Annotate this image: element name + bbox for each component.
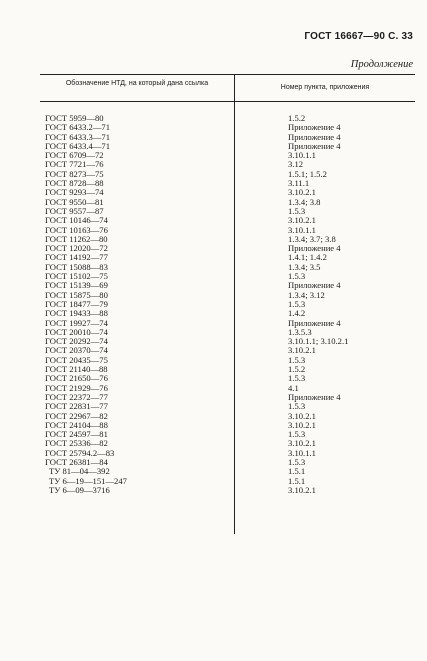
reference-cell: ГОСТ 7721—76 [45,159,104,170]
reference-cell: ГОСТ 8273—75 [45,168,104,179]
item-cell: 3.10.1.1; 3.10.2.1 [288,336,349,347]
reference-cell: ГОСТ 8728—88 [45,178,104,189]
item-cell: Приложение 4 [288,243,341,254]
item-cell: Приложение 4 [288,280,341,291]
item-cell: 1.4.1; 1.4.2 [288,252,327,263]
reference-cell: ГОСТ 22831—77 [45,401,108,412]
item-cell: 1.5.1; 1.5.2 [288,168,327,179]
item-cell: 1.5.3 [288,354,306,365]
item-cell: 1.5.3 [288,205,306,216]
reference-cell: ГОСТ 26381—84 [45,456,108,467]
reference-cell: ГОСТ 10163—76 [45,224,108,235]
item-cell: Приложение 4 [288,391,341,402]
reference-cell: ГОСТ 25336—82 [45,438,108,449]
reference-cell: ТУ 81—04—392 [49,466,110,477]
item-cell: 1.3.4; 3.12 [288,289,325,300]
reference-cell: ГОСТ 21140—88 [45,364,108,375]
reference-cell: ГОСТ 21650—76 [45,373,108,384]
reference-cell: ГОСТ 20370—74 [45,345,108,356]
item-cell: 1.3.4; 3.8 [288,196,321,207]
item-cell: 1.5.1 [288,466,306,477]
reference-cell: ГОСТ 21929—76 [45,382,108,393]
reference-cell: ТУ 6—09—3716 [49,484,110,495]
column-header-reference: Обозначение НТД, на который дана ссылка [65,80,209,87]
item-cell: 3.10.2.1 [288,410,316,421]
item-cell: 1.3.4; 3.7; 3.8 [288,233,336,244]
item-cell: 3.10.1.1 [288,150,316,161]
item-cell: 1.3.4; 3.5 [288,261,321,272]
reference-cell: ГОСТ 9557—87 [45,205,104,216]
reference-cell: ГОСТ 18477—79 [45,298,108,309]
reference-cell: ГОСТ 15875—80 [45,289,108,300]
reference-cell: ГОСТ 9550—81 [45,196,104,207]
page-header: ГОСТ 16667—90 С. 33 [304,31,413,42]
item-cell: 3.10.2.1 [288,438,316,449]
column-header-item: Номер пункта, приложения [280,84,370,91]
reference-cell: ГОСТ 20292—74 [45,336,108,347]
table-top-rule [40,74,415,75]
item-cell: Приложение 4 [288,122,341,133]
reference-cell: ГОСТ 6709—72 [45,150,104,161]
item-cell: 1.5.1 [288,475,306,486]
reference-cell: ГОСТ 14192—77 [45,252,108,263]
item-cell: Приложение 4 [288,317,341,328]
reference-table-body [0,114,427,495]
item-cell: 1.3.5.3 [288,326,312,337]
item-cell: 1.5.2 [288,364,306,375]
reference-cell: ТУ 6—19—151—247 [49,475,127,486]
reference-cell: ГОСТ 15102—75 [45,271,108,282]
item-cell: 3.10.1.1 [288,224,316,235]
reference-cell: ГОСТ 5959—80 [45,113,104,123]
item-cell: 1.5.3 [288,271,306,282]
continuation-label: Продолжение [350,59,413,70]
item-cell: Приложение 4 [288,140,341,151]
item-cell: 3.10.2.1 [288,419,316,430]
item-cell: 1.5.3 [288,298,306,309]
reference-cell: ГОСТ 9293—74 [45,187,104,198]
item-cell: Приложение 4 [288,131,341,142]
reference-cell: ГОСТ 24597—81 [45,429,108,440]
reference-cell: ГОСТ 10146—74 [45,215,108,226]
reference-cell: ГОСТ 24104—88 [45,419,108,430]
reference-cell: ГОСТ 15088—83 [45,261,108,272]
item-cell: 3.12 [288,159,304,170]
reference-cell: ГОСТ 20010—74 [45,326,108,337]
item-cell: 1.5.2 [288,113,306,123]
reference-cell: ГОСТ 22372—77 [45,391,108,402]
item-cell: 1.5.3 [288,401,306,412]
table-row [0,486,427,495]
reference-cell: ГОСТ 19433—88 [45,308,108,319]
reference-cell: ГОСТ 12020—72 [45,243,108,254]
reference-cell: ГОСТ 20435—75 [45,354,108,365]
item-cell: 3.10.2.1 [288,345,316,356]
item-cell: 1.5.3 [288,429,306,440]
reference-cell: ГОСТ 6433.2—71 [45,122,111,133]
item-cell: 3.11.1 [288,178,310,189]
reference-cell: ГОСТ 6433.4—71 [45,140,111,151]
item-cell: 3.10.2.1 [288,187,316,198]
reference-cell: ГОСТ 11262—80 [45,233,108,244]
reference-cell: ГОСТ 6433.3—71 [45,131,111,142]
item-cell: 3.10.1.1 [288,447,316,458]
reference-cell: ГОСТ 25794.2—83 [45,447,115,458]
item-cell: 1.5.3 [288,373,306,384]
reference-cell: ГОСТ 15139—69 [45,280,108,291]
item-cell: 4.1 [288,382,299,393]
item-cell: 1.4.2 [288,308,306,319]
table-header-rule [40,101,415,102]
item-cell: 3.10.2.1 [288,484,316,495]
reference-cell: ГОСТ 22967—82 [45,410,108,421]
reference-cell: ГОСТ 19927—74 [45,317,108,328]
item-cell: 3.10.2.1 [288,215,316,226]
item-cell: 1.5.3 [288,456,306,467]
